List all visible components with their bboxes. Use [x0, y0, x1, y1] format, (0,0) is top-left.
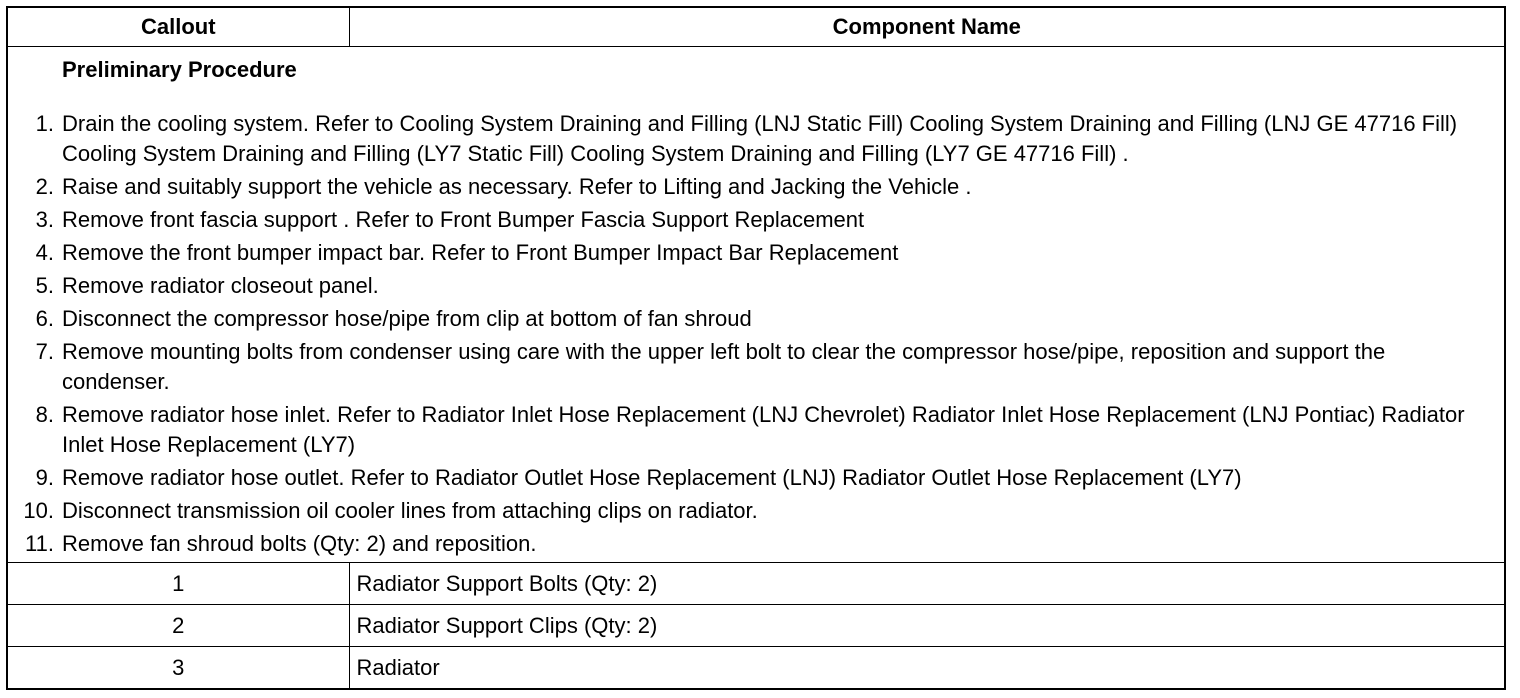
- callout-cell: 2: [8, 605, 349, 647]
- procedure-step: [8, 304, 1486, 334]
- step-number: 5.: [35, 273, 54, 298]
- procedure-step: [8, 238, 1486, 268]
- procedure-row: [8, 47, 1504, 563]
- procedure-step: [8, 205, 1486, 235]
- procedure-step: [8, 529, 1486, 559]
- step-number: 10.: [23, 498, 54, 523]
- step-number: 1.: [35, 111, 54, 136]
- step-text: Raise and suitably support the vehicle as necessary. Refer to Lifting and Jacking the Vehicle .: [62, 174, 972, 199]
- component-name-cell: Radiator Support Bolts (Qty: 2): [349, 563, 1504, 605]
- step-text: Remove the front bumper impact bar. Refer to Front Bumper Impact Bar Replacement: [62, 240, 899, 265]
- step-number: 11.: [25, 531, 54, 556]
- step-text: Disconnect the compressor hose/pipe from clip at bottom of fan shroud: [62, 306, 752, 331]
- procedure-step: [8, 400, 1486, 460]
- procedure-step: [8, 271, 1486, 301]
- step-text: Remove fan shroud bolts (Qty: 2) and reposition.: [62, 531, 537, 556]
- component-name-cell: Radiator: [349, 647, 1504, 689]
- callout-header: Callout: [8, 8, 349, 47]
- step-number: 4.: [35, 240, 54, 265]
- step-text: Disconnect transmission oil cooler lines from attaching clips on radiator.: [62, 498, 758, 523]
- step-text: Remove radiator hose outlet. Refer to Radiator Outlet Hose Replacement (LNJ) Radiator Outlet Hose Replacement (LY7): [62, 465, 1242, 490]
- procedure-cell: [8, 47, 1504, 563]
- step-text: Remove radiator hose inlet. Refer to Radiator Inlet Hose Replacement (LNJ Chevrolet) Radiator Inlet Hose Replacement (LNJ Pontiac) Radiator Inlet Hose Replacement (LY7): [62, 402, 1465, 457]
- procedure-step: [8, 463, 1486, 493]
- step-text: Drain the cooling system. Refer to Cooling System Draining and Filling (LNJ Static Fill) Cooling System Draining and Filling (LNJ GE 47716 Fill) Cooling System Draining and Filling (LY7 Static Fill) Cooling System Draining and Filling (LY7 GE 47716 Fill) .: [62, 111, 1458, 166]
- callout-cell: 3: [8, 647, 349, 689]
- table-row: [8, 563, 1504, 605]
- step-text: Remove front fascia support . Refer to Front Bumper Fascia Support Replacement: [62, 207, 865, 232]
- callout-cell: 1: [8, 563, 349, 605]
- step-number: 6.: [35, 306, 54, 331]
- table-row: [8, 605, 1504, 647]
- procedure-step: [8, 337, 1486, 397]
- procedure-steps: [8, 109, 1486, 559]
- step-number: 2.: [35, 174, 54, 199]
- step-text: Remove radiator closeout panel.: [62, 273, 379, 298]
- step-number: 8.: [35, 402, 54, 427]
- step-text: Remove mounting bolts from condenser using care with the upper left bolt to clear the compressor hose/pipe, reposition and support the condenser.: [62, 339, 1386, 394]
- procedure-step: [8, 109, 1486, 169]
- procedure-title: Preliminary Procedure: [62, 57, 297, 82]
- component-table-container: [6, 6, 1506, 690]
- header-row: [8, 8, 1504, 47]
- step-number: 3.: [35, 207, 54, 232]
- step-number: 7.: [35, 339, 54, 364]
- step-number: 9.: [35, 465, 54, 490]
- procedure-step: [8, 172, 1486, 202]
- table-row: [8, 647, 1504, 689]
- component-name-cell: Radiator Support Clips (Qty: 2): [349, 605, 1504, 647]
- component-table: [8, 8, 1504, 688]
- procedure-step: [8, 496, 1486, 526]
- component-name-header: Component Name: [349, 8, 1504, 47]
